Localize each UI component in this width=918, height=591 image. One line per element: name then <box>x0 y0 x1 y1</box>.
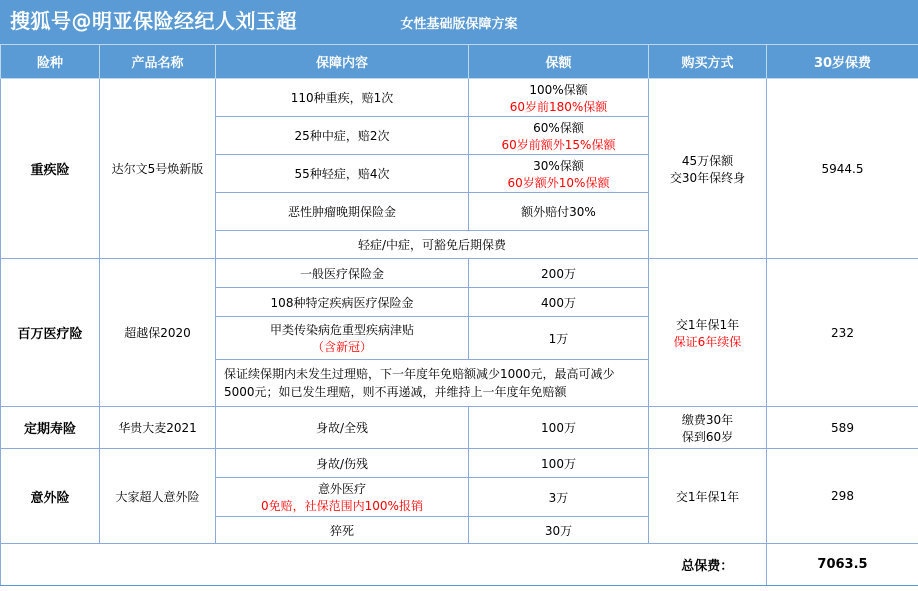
header-purchase: 购买方式 <box>649 45 767 79</box>
table-row <box>1 79 918 117</box>
amount-extra: 60岁前额外15%保额 <box>501 137 616 152</box>
coverage-cell: 110种重疾，赔1次 <box>216 79 469 117</box>
category-term: 定期寿险 <box>1 407 100 449</box>
header-category: 险种 <box>1 45 100 79</box>
amount-cell: 100万 <box>469 407 649 449</box>
coverage-extra: （含新冠） <box>311 340 372 354</box>
amount-cell <box>469 79 649 117</box>
purchase-line: 交30年保终身 <box>669 170 746 185</box>
header-premium: 30岁保费 <box>767 45 918 79</box>
product-medical: 超越保2020 <box>100 259 216 407</box>
amount-extra: 60岁前180%保额 <box>509 99 608 114</box>
amount-cell: 200万 <box>469 259 649 288</box>
coverage-cell: 108种特定疾病医疗保险金 <box>216 288 469 317</box>
total-row <box>1 544 918 586</box>
category-medical: 百万医疗险 <box>1 259 100 407</box>
coverage-cell: 身故/伤残 <box>216 449 469 478</box>
purchase-accident: 交1年保1年 <box>649 449 767 544</box>
purchase-line: 交1年保1年 <box>675 317 740 332</box>
coverage-cell <box>216 478 469 517</box>
amount-cell: 400万 <box>469 288 649 317</box>
amount-cell: 额外赔付30% <box>469 193 649 231</box>
total-value: 7063.5 <box>767 544 918 586</box>
watermark: 搜狐号@明亚保险经纪人刘玉超 <box>10 9 297 33</box>
coverage-cell: 身故/全残 <box>216 407 469 449</box>
amount-value: 100%保额 <box>529 82 588 97</box>
product-critical: 达尔文5号焕新版 <box>100 79 216 259</box>
amount-cell: 3万 <box>469 478 649 517</box>
purchase-line: 保到60岁 <box>681 429 734 444</box>
amount-cell <box>469 117 649 155</box>
table-row <box>1 407 918 449</box>
total-spacer <box>1 544 649 586</box>
product-accident: 大家超人意外险 <box>100 449 216 544</box>
note-cell: 轻症/中症，可豁免后期保费 <box>216 231 649 259</box>
amount-cell: 100万 <box>469 449 649 478</box>
purchase-term <box>649 407 767 449</box>
coverage-extra: 0免赔，社保范围内100%报销 <box>261 499 423 513</box>
coverage-cell: 恶性肿瘤晚期保险金 <box>216 193 469 231</box>
header-row <box>1 45 918 79</box>
amount-value: 30%保额 <box>533 158 584 173</box>
premium-accident: 298 <box>767 449 918 544</box>
purchase-line: 缴费30年 <box>681 412 734 427</box>
purchase-medical <box>649 259 767 407</box>
amount-cell: 1万 <box>469 317 649 360</box>
table-row <box>1 259 918 288</box>
total-label: 总保费： <box>649 544 767 586</box>
header-product: 产品名称 <box>100 45 216 79</box>
header-coverage: 保障内容 <box>216 45 469 79</box>
coverage-cell: 25种中症，赔2次 <box>216 117 469 155</box>
category-critical: 重疾险 <box>1 79 100 259</box>
amount-cell <box>469 155 649 193</box>
title-banner <box>0 0 918 45</box>
coverage-cell: 55种轻症，赔4次 <box>216 155 469 193</box>
premium-critical: 5944.5 <box>767 79 918 259</box>
insurance-plan-table <box>0 44 918 586</box>
coverage-cell: 一般医疗保险金 <box>216 259 469 288</box>
coverage-cell <box>216 317 469 360</box>
amount-value: 60%保额 <box>533 120 584 135</box>
premium-medical: 232 <box>767 259 918 407</box>
premium-term: 589 <box>767 407 918 449</box>
coverage-value: 意外医疗 <box>317 482 366 496</box>
product-term: 华贵大麦2021 <box>100 407 216 449</box>
coverage-value: 甲类传染病危重型疾病津贴 <box>269 323 414 337</box>
purchase-critical <box>649 79 767 259</box>
coverage-cell: 猝死 <box>216 517 469 544</box>
sheet-title: 女性基础版保障方案 <box>400 17 518 32</box>
amount-extra: 60岁额外10%保额 <box>507 175 610 190</box>
header-amount: 保额 <box>469 45 649 79</box>
purchase-extra: 保证6年续保 <box>673 334 742 349</box>
table-row <box>1 449 918 478</box>
amount-cell: 30万 <box>469 517 649 544</box>
purchase-line: 45万保额 <box>681 153 734 168</box>
note-cell: 保证续保期内未发生过理赔，下一年度年免赔额减少1000元，最高可减少5000元；如已发生理赔，则不再递减，并维持上一年度年免赔额 <box>216 360 649 407</box>
category-accident: 意外险 <box>1 449 100 544</box>
